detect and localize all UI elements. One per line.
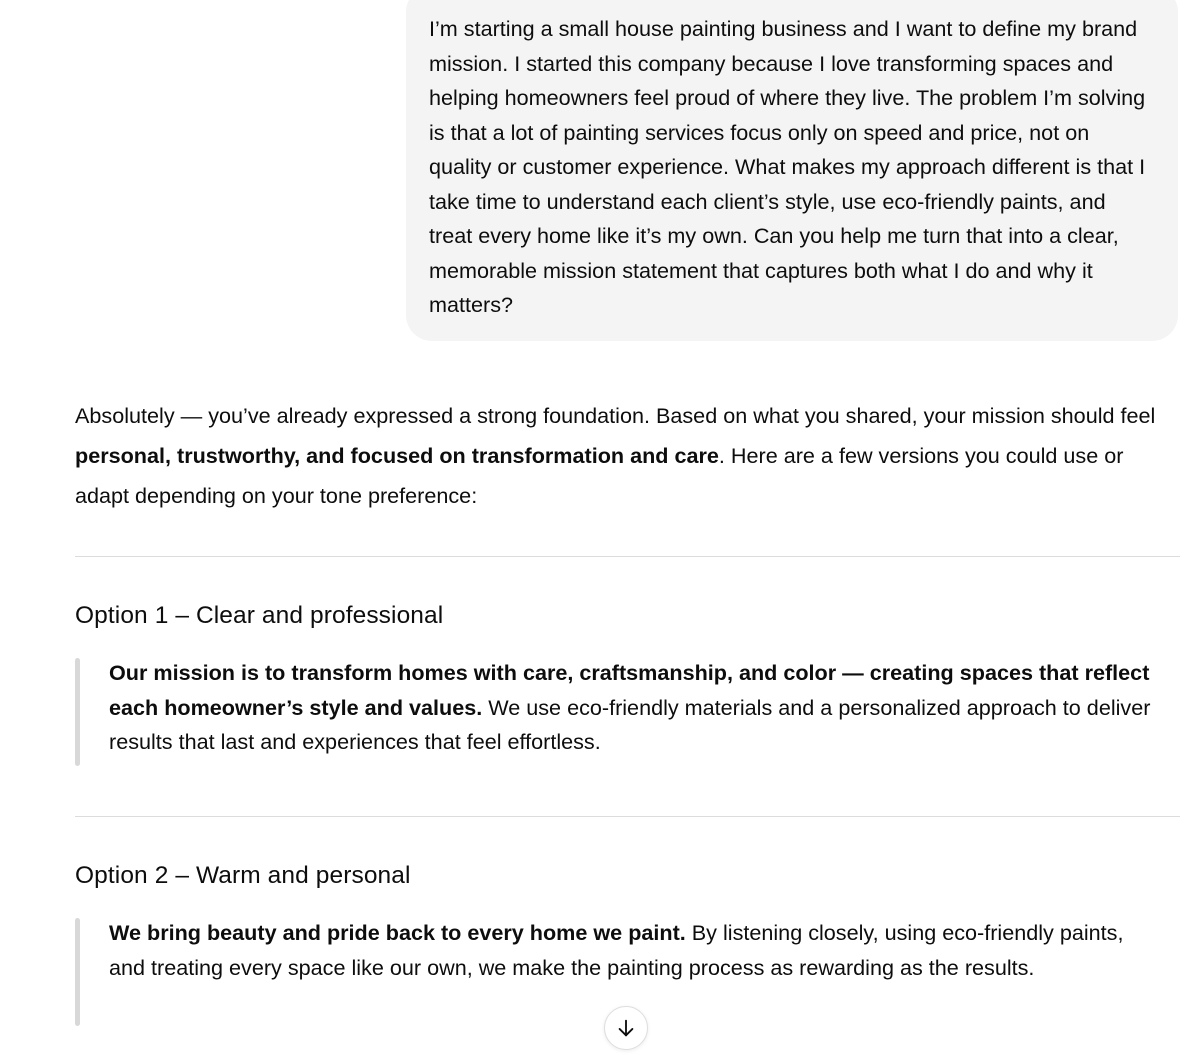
user-message-bubble	[406, 0, 1178, 341]
option-2-text: By listening closely, using eco-friendly paints, and treating every space like our own, we make the painting process as rewarding as the results.	[109, 920, 1124, 980]
section-divider	[75, 556, 1180, 557]
option-2-bold-text: We bring beauty and pride back to every home we paint.	[109, 920, 686, 945]
option-2-heading: Option 2 – Warm and personal	[75, 862, 411, 889]
section-divider	[75, 816, 1180, 817]
intro-text-end: . Here are a few versions you could use or adapt depending on your tone preference:	[75, 443, 1124, 508]
option-1-blockquote	[75, 656, 1155, 766]
intro-text-start: Absolutely — you’ve already expressed a strong foundation. Based on what you shared, your mission should feel	[75, 403, 1156, 428]
option-1-heading: Option 1 – Clear and professional	[75, 602, 444, 629]
arrow-down-icon	[615, 1017, 637, 1039]
option-1-bold-text: Our mission is to transform homes with care, craftsmanship, and color — creating spaces that reflect each homeowner’s style and values.	[109, 660, 1150, 720]
scroll-to-bottom-button[interactable]	[604, 1006, 648, 1050]
user-message-text: I’m starting a small house painting business and I want to define my brand mission. I started this company because I love transforming spaces and helping homeowners feel proud of where they live. The problem I’m solving is that a lot of painting services focus only on speed and price, not on quality or customer experience. What makes my approach different is that I take time to understand each client’s style, use eco-friendly paints, and treat every home like it’s my own. Can you help me turn that into a clear, memorable mission statement that captures both what I do and why it matters?	[429, 16, 1146, 317]
option-1-text: We use eco-friendly materials and a personalized approach to deliver results that last and experiences that feel effortless.	[109, 694, 1151, 754]
assistant-message	[75, 396, 1180, 980]
intro-bold-text: personal, trustworthy, and focused on transformation and care	[75, 443, 719, 468]
assistant-intro	[75, 396, 1180, 516]
